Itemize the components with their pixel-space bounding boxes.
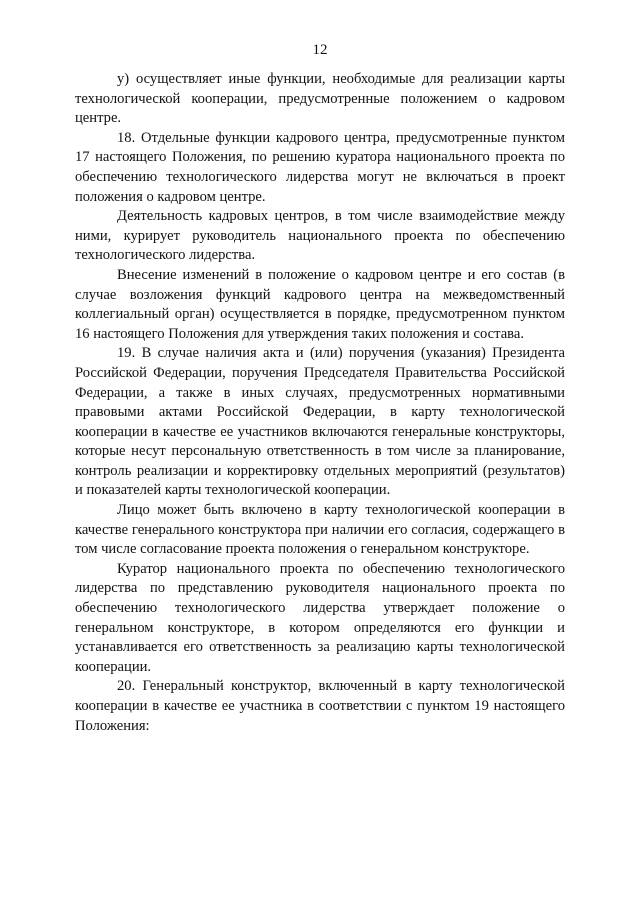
- paragraph-item-u: у) осуществляет иные функции, необходимые для реализации карты технологической кооперации, предусмотренные положением о кадровом центре.: [75, 71, 565, 127]
- document-body: [75, 70, 565, 736]
- paragraph-hr-centers-coordination: Деятельность кадровых центров, в том числе взаимодействие между ними, курирует руководитель национального проекта по обеспечению технологического лидерства.: [75, 208, 565, 264]
- paragraph-clause-18: 18. Отдельные функции кадрового центра, предусмотренные пунктом 17 настоящего Положения, по решению куратора национального проекта по обеспечению технологического лидерства могут не включаться в проект положения о кадровом центре.: [75, 129, 565, 205]
- paragraph-clause-20: 20. Генеральный конструктор, включенный в карту технологической кооперации в качестве ее участника в соответствии с пунктом 19 настоящего Положения:: [75, 678, 565, 734]
- paragraph-general-designer-consent: Лицо может быть включено в карту технологической кооперации в качестве генерального конструктора при наличии его согласия, содержащего в том числе согласование проекта положения о генеральном конструкторе.: [75, 502, 565, 558]
- page-number: 12: [312, 42, 328, 58]
- paragraph-curator-approval: Куратор национального проекта по обеспечению технологического лидерства по представлению руководителя национального проекта по обеспечению технологического лидерства утверждает положение о генеральном конструкторе, в котором определяются его функции и устанавливается его ответственность за реализацию карты технологической кооперации.: [75, 560, 565, 675]
- paragraph-clause-19: 19. В случае наличия акта и (или) поручения (указания) Президента Российской Федерации, поручения Председателя Правительства Российской Федерации, а также в иных случаях, предусмотренных нормативными правовыми актами Российской Федерации, в карту технологической кооперации в качестве ее участников включаются генеральные конструкторы, которые несут персональную ответственность в том числе за планирование, контроль реализации и корректировку отдельных мероприятий (результатов) и показателей карты технологической кооперации.: [75, 345, 565, 499]
- paragraph-amendments: Внесение изменений в положение о кадровом центре и его состав (в случае возложения функций кадрового центра на межведомственный коллегиальный орган) осуществляется в порядке, предусмотренном пунктом 16 настоящего Положения для утверждения таких положения и состава.: [75, 266, 565, 342]
